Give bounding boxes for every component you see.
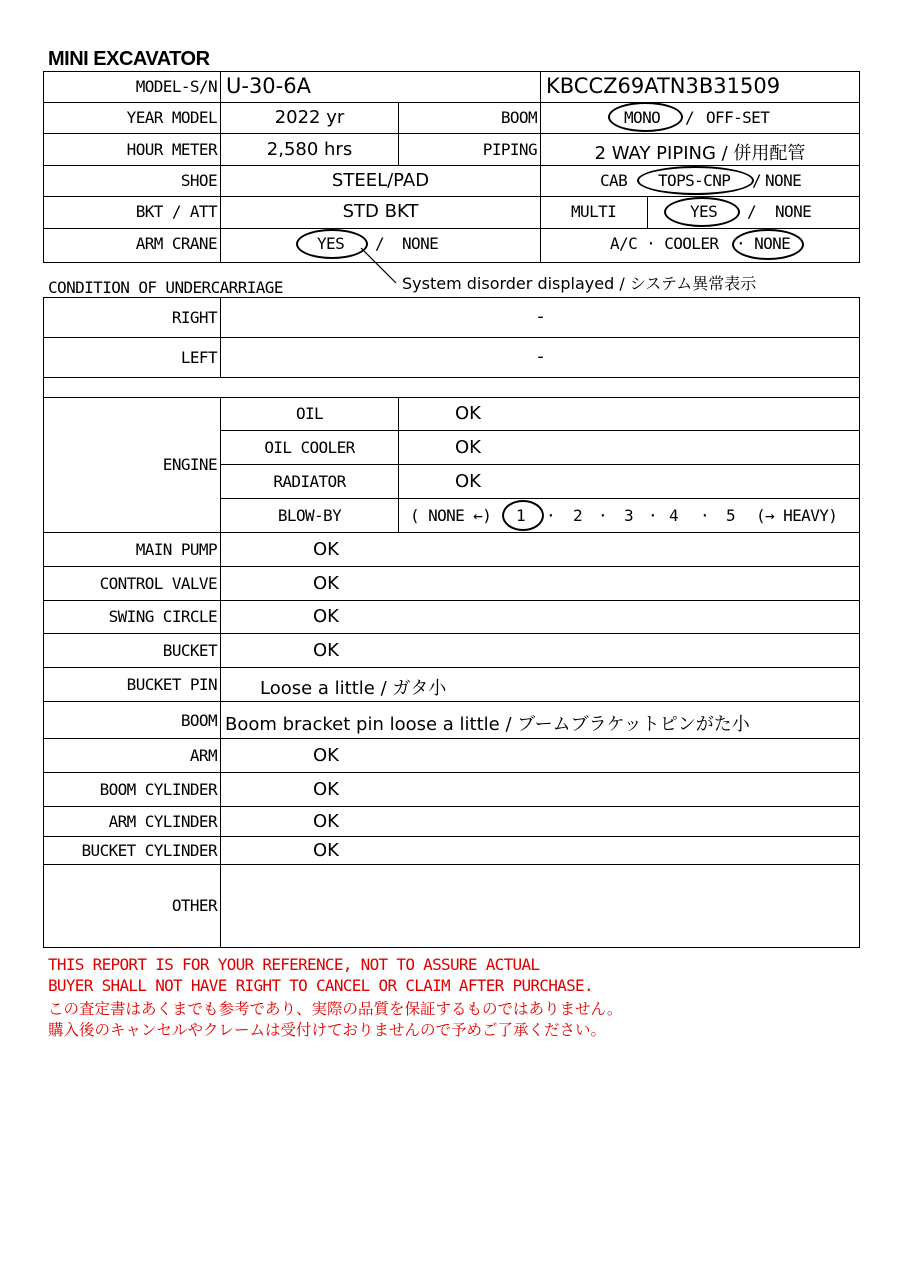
cab-separator: / bbox=[752, 171, 762, 190]
bucket-value: OK bbox=[313, 640, 339, 661]
oil-cooler-value: OK bbox=[455, 437, 481, 458]
boom-row-value: Boom bracket pin loose a little / ブームブラケットピンがた小 bbox=[225, 714, 750, 735]
disclaimer-line-2: BUYER SHALL NOT HAVE RIGHT TO CANCEL OR CLAIM AFTER PURCHASE. bbox=[48, 976, 593, 995]
multi-none-option: NONE bbox=[775, 202, 812, 221]
left-label: LEFT bbox=[180, 348, 217, 367]
shoe-value: STEEL/PAD bbox=[331, 170, 430, 191]
condition-table bbox=[43, 397, 860, 948]
undercarriage-heading: CONDITION OF UNDERCARRIAGE bbox=[48, 278, 283, 297]
bucket-cylinder-value: OK bbox=[313, 840, 339, 861]
multi-label: MULTI bbox=[571, 202, 617, 221]
boom-separator: / bbox=[685, 108, 695, 127]
disclaimer-line-3: この査定書はあくまでも参考であり、実際の品質を保証するものではありません。 bbox=[48, 1000, 623, 1018]
blow-by-heavy: (→ HEAVY) bbox=[756, 506, 838, 525]
other-label: OTHER bbox=[171, 896, 217, 915]
oil-cooler-label: OIL COOLER bbox=[264, 438, 355, 457]
system-disorder-note: System disorder displayed / システム異常表示 bbox=[402, 274, 757, 293]
radiator-label: RADIATOR bbox=[273, 472, 346, 491]
boom-offset-option: OFF-SET bbox=[706, 108, 770, 127]
control-valve-label: CONTROL VALVE bbox=[99, 574, 217, 593]
ac-cooler-label: A/C · COOLER bbox=[610, 234, 719, 253]
boom-mono-option: MONO bbox=[624, 108, 661, 127]
cab-label: CAB bbox=[600, 171, 628, 190]
arm-crane-yes-option: YES bbox=[317, 234, 345, 253]
blow-by-selected-circle bbox=[502, 500, 544, 531]
disclaimer-line-4: 購入後のキャンセルやクレームは受付けておりませんので予めご了承ください。 bbox=[48, 1021, 607, 1039]
disclaimer-line-1: THIS REPORT IS FOR YOUR REFERENCE, NOT TO ASSURE ACTUAL bbox=[48, 955, 540, 974]
piping-label: PIPING bbox=[482, 140, 537, 159]
arm-cylinder-value: OK bbox=[313, 811, 339, 832]
swing-circle-value: OK bbox=[313, 606, 339, 627]
arm-crane-none-option: NONE bbox=[402, 234, 439, 253]
bucket-pin-label: BUCKET PIN bbox=[126, 675, 217, 694]
engine-label: ENGINE bbox=[162, 455, 217, 474]
blow-by-level-1: 1 bbox=[516, 506, 526, 525]
model-sn-label: MODEL-S/N bbox=[135, 77, 217, 96]
radiator-value: OK bbox=[455, 471, 481, 492]
multi-separator: / bbox=[747, 202, 757, 221]
page-title: MINI EXCAVATOR bbox=[48, 48, 210, 70]
pointer-line bbox=[0, 0, 905, 300]
bucket-cylinder-label: BUCKET CYLINDER bbox=[81, 841, 217, 860]
arm-cylinder-label: ARM CYLINDER bbox=[108, 812, 217, 831]
ac-none-option: · NONE bbox=[736, 234, 791, 253]
left-value: - bbox=[537, 346, 544, 367]
shoe-label: SHOE bbox=[180, 171, 217, 190]
bkt-att-label: BKT / ATT bbox=[135, 202, 217, 221]
multi-yes-option: YES bbox=[690, 202, 718, 221]
cab-tops-option: TOPS-CNP bbox=[658, 171, 731, 190]
arm-label: ARM bbox=[189, 746, 217, 765]
blow-by-dot: · bbox=[598, 506, 608, 525]
bucket-label: BUCKET bbox=[162, 641, 217, 660]
blow-by-dot: · bbox=[546, 506, 556, 525]
year-value: 2022 yr bbox=[274, 107, 345, 128]
year-model-label: YEAR MODEL bbox=[126, 108, 217, 127]
bucket-pin-value: Loose a little / ガタ小 bbox=[260, 678, 447, 699]
arm-crane-separator: / bbox=[375, 234, 385, 253]
boom-row-label: BOOM bbox=[180, 711, 217, 730]
swing-circle-label: SWING CIRCLE bbox=[108, 607, 217, 626]
boom-cylinder-label: BOOM CYLINDER bbox=[99, 780, 217, 799]
control-valve-value: OK bbox=[313, 573, 339, 594]
oil-label: OIL bbox=[295, 404, 324, 423]
piping-value: 2 WAY PIPING / 併用配管 bbox=[594, 143, 806, 164]
arm-crane-label: ARM CRANE bbox=[135, 234, 217, 253]
blow-by-label: BLOW-BY bbox=[277, 506, 342, 525]
bkt-att-value: STD BKT bbox=[342, 201, 419, 222]
blow-by-dot: · bbox=[700, 506, 710, 525]
boom-cylinder-value: OK bbox=[313, 779, 339, 800]
blow-by-dot: · bbox=[648, 506, 658, 525]
oil-value: OK bbox=[455, 403, 481, 424]
blow-by-none: ( NONE ←) bbox=[410, 506, 492, 525]
blow-by-level-5: 5 bbox=[726, 506, 736, 525]
right-value: - bbox=[537, 306, 544, 327]
blow-by-level-2: 2 bbox=[573, 506, 583, 525]
cab-none-option: NONE bbox=[765, 171, 802, 190]
main-pump-value: OK bbox=[313, 539, 339, 560]
arm-value: OK bbox=[313, 745, 339, 766]
hour-meter-label: HOUR METER bbox=[126, 140, 217, 159]
main-pump-label: MAIN PUMP bbox=[135, 540, 217, 559]
hour-meter-value: 2,580 hrs bbox=[266, 139, 353, 160]
model-value: U-30-6A bbox=[226, 74, 311, 98]
blow-by-level-4: 4 bbox=[669, 506, 679, 525]
boom-label: BOOM bbox=[500, 108, 537, 127]
right-label: RIGHT bbox=[171, 308, 217, 327]
serial-number: KBCCZ69ATN3B31509 bbox=[546, 74, 781, 98]
blow-by-level-3: 3 bbox=[624, 506, 634, 525]
